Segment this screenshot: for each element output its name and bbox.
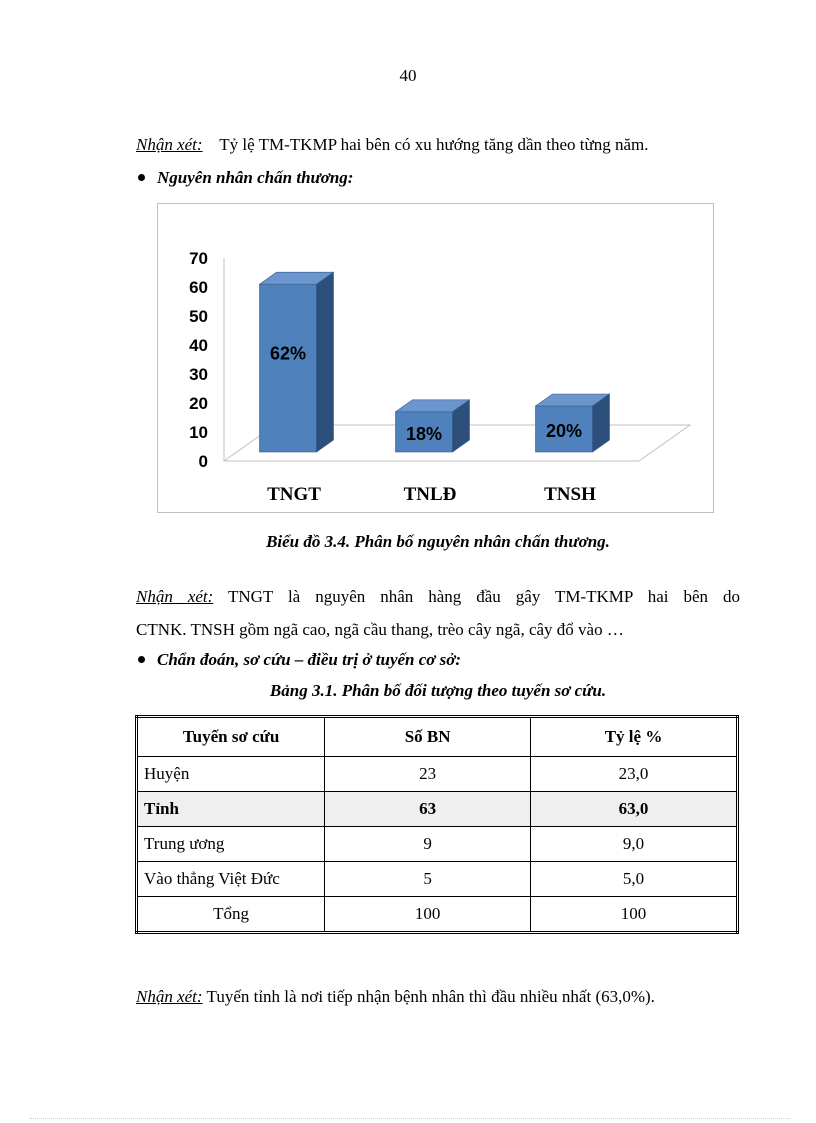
row-percent: 63,0 [531, 792, 738, 827]
y-tick-label: 40 [189, 336, 208, 355]
chart-caption: Biểu đồ 3.4. Phân bố nguyên nhân chấn thương. [266, 532, 610, 551]
row-label: Trung ương [137, 827, 325, 862]
row-count: 23 [325, 757, 531, 792]
header-cell: Tuyến sơ cứu [137, 717, 325, 757]
remark-text-line-1: TNGT là nguyên nhân hàng đầu gây TM-TKMP hai bên do [227, 587, 740, 606]
data-label: 20% [545, 421, 583, 441]
row-percent: 100 [531, 897, 738, 933]
remark-label: Nhận xét: [136, 135, 203, 154]
row-count: 9 [325, 827, 531, 862]
row-count: 100 [325, 897, 531, 933]
table-row [137, 757, 738, 792]
bullet-heading-causes [138, 168, 353, 188]
page-bottom-divider [30, 1118, 790, 1119]
table-row [137, 792, 738, 827]
remark-label: Nhận xét: [136, 587, 214, 606]
category-label: TNLĐ [403, 484, 457, 505]
remark-1 [136, 128, 740, 161]
row-percent: 9,0 [531, 827, 738, 862]
header-cell: Số BN [325, 717, 531, 757]
y-tick-label: 20 [189, 394, 208, 413]
bar-front [260, 284, 317, 452]
bar-chart [158, 204, 713, 512]
y-tick-label: 10 [189, 423, 208, 442]
bullet-dot-icon [138, 656, 145, 663]
row-percent: 5,0 [531, 862, 738, 897]
remark-label: Nhận xét: [136, 987, 203, 1006]
header-cell: Tỷ lệ % [531, 717, 738, 757]
y-tick-label: 30 [189, 365, 208, 384]
chart-frame [157, 203, 714, 513]
data-label: 62% [269, 343, 307, 364]
row-label: Tỉnh [137, 792, 325, 827]
page-number: 40 [399, 66, 417, 85]
bullet-dot-icon [138, 174, 145, 181]
y-tick-label: 0 [198, 452, 208, 471]
category-label: TNGT [267, 484, 321, 505]
data-label: 18% [405, 423, 443, 444]
table-row [137, 827, 738, 862]
table-row [137, 862, 738, 897]
bar-side [317, 272, 334, 452]
remark-3 [136, 980, 740, 1013]
row-label: Tổng [137, 897, 325, 933]
y-tick-label: 70 [189, 249, 208, 268]
remark-2-line-1 [136, 580, 740, 613]
remark-2-line-2: CTNK. TNSH gồm ngã cao, ngã cầu thang, trèo cây ngã, cây đổ vào … [136, 620, 624, 639]
bullet-text: Nguyên nhân chấn thương: [157, 168, 354, 187]
remark-text: Tuyến tỉnh là nơi tiếp nhận bệnh nhân thì đầu nhiều nhất (63,0%). [206, 987, 655, 1006]
row-label: Vào thẳng Việt Đức [137, 862, 325, 897]
row-count: 63 [325, 792, 531, 827]
y-tick-label: 50 [189, 307, 208, 326]
category-label: TNSH [544, 484, 596, 505]
first-aid-table [135, 715, 739, 934]
row-count: 5 [325, 862, 531, 897]
y-tick-label: 60 [189, 278, 208, 297]
table-total-row [137, 897, 738, 933]
row-label: Huyện [137, 757, 325, 792]
remark-text: Tỷ lệ TM-TKMP hai bên có xu hướng tăng dần theo từng năm. [219, 135, 649, 154]
bullet-heading-diagnosis [138, 650, 461, 670]
row-percent: 23,0 [531, 757, 738, 792]
bullet-text: Chẩn đoán, sơ cứu – điều trị ở tuyến cơ sở: [157, 650, 462, 669]
table-caption: Bảng 3.1. Phân bố đối tượng theo tuyến sơ cứu. [269, 681, 607, 700]
table-header-row [137, 717, 738, 757]
